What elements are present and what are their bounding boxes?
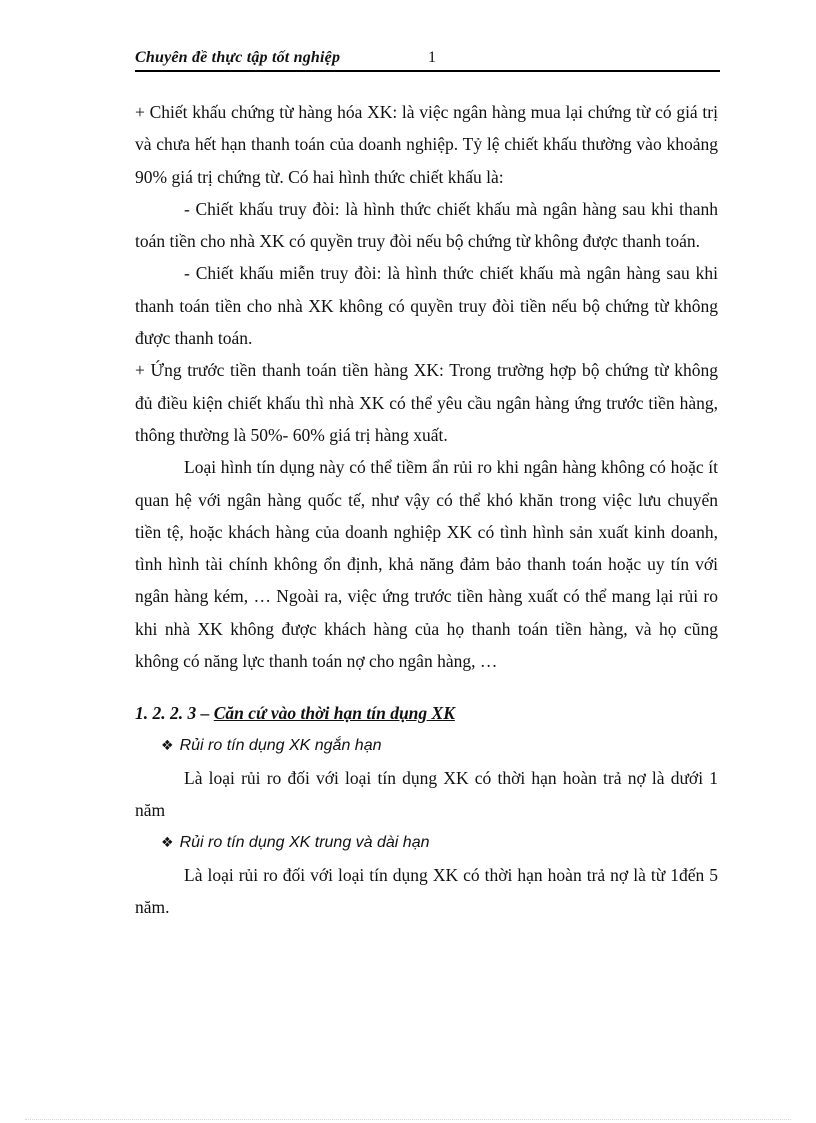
paragraph-recourse-discount: - Chiết khấu truy đòi: là hình thức chiết khấu mà ngân hàng sau khi thanh toán tiền cho nhà XK có quyền truy đòi nếu bộ chứng từ không được thanh toán.: [135, 198, 718, 252]
subheading-medium-long-term: [135, 827, 718, 859]
subheading-medium-long-term-label: Rủi ro tín dụng XK trung và dài hạn: [179, 833, 430, 851]
document-body: [135, 96, 718, 923]
paragraph-medium-long-term: Là loại rủi ro đối với loại tín dụng XK có thời hạn hoàn trả nợ là từ 1đến 5 năm.: [135, 864, 718, 918]
section-title: Căn cứ vào thời hạn tín dụng XK: [213, 703, 455, 724]
section-spacer: [135, 677, 718, 697]
paragraph-discount-documents: + Chiết khấu chứng từ hàng hóa XK: là việc ngân hàng mua lại chứng từ có giá trị và chưa hết hạn thanh toán của doanh nghiệp. Tỷ lệ chiết khấu thường vào khoảng 90% giá trị chứng từ. Có hai hình thức chiết khấu là:: [135, 102, 718, 187]
paragraph-risk-analysis: Loại hình tín dụng này có thể tiềm ẩn rủi ro khi ngân hàng không có hoặc ít quan hệ với ngân hàng quốc tế, như vậy có thể khó khăn trong việc lưu chuyển tiền tệ, hoặc khách hàng của doanh nghiệp XK có tình hình sản xuất kinh doanh, tình hình tài chính không ổn định, khả năng đảm bảo thanh toán hoặc uy tín với ngân hàng kém, … Ngoài ra, việc ứng trước tiền hàng xuất có thể mang lại rủi ro khi nhà XK không được khách hàng của họ thanh toán tiền hàng, và họ cũng không có năng lực thanh toán nợ cho ngân hàng, …: [135, 457, 718, 672]
paragraph-short-term: Là loại rủi ro đối với loại tín dụng XK có thời hạn hoàn trả nợ là dưới 1 năm: [135, 767, 718, 821]
page-header: [135, 48, 720, 72]
page-number: 1: [428, 49, 436, 66]
diamond-bullet-icon: ❖: [161, 737, 174, 754]
subheading-short-term: [135, 730, 718, 762]
page-bottom-border: [25, 1119, 791, 1120]
section-number: 1. 2. 2. 3 –: [135, 703, 214, 724]
section-heading: [135, 697, 718, 729]
diamond-bullet-icon: ❖: [161, 834, 174, 851]
subheading-short-term-label: Rủi ro tín dụng XK ngắn hạn: [179, 736, 382, 754]
paragraph-non-recourse-discount: - Chiết khấu miễn truy đòi: là hình thức chiết khấu mà ngân hàng sau khi thanh toán tiền cho nhà XK không có quyền truy đòi tiền nếu bộ chứng từ không được thanh toán.: [135, 263, 718, 349]
paragraph-advance-payment: + Ứng trước tiền thanh toán tiền hàng XK: Trong trường hợp bộ chứng từ không đủ điều kiện chiết khấu thì nhà XK có thể yêu cầu ngân hàng ứng trước tiền hàng, thông thường là 50%- 60% giá trị hàng xuất.: [135, 360, 718, 445]
header-title: Chuyên đề thực tập tốt nghiệp: [135, 49, 341, 66]
